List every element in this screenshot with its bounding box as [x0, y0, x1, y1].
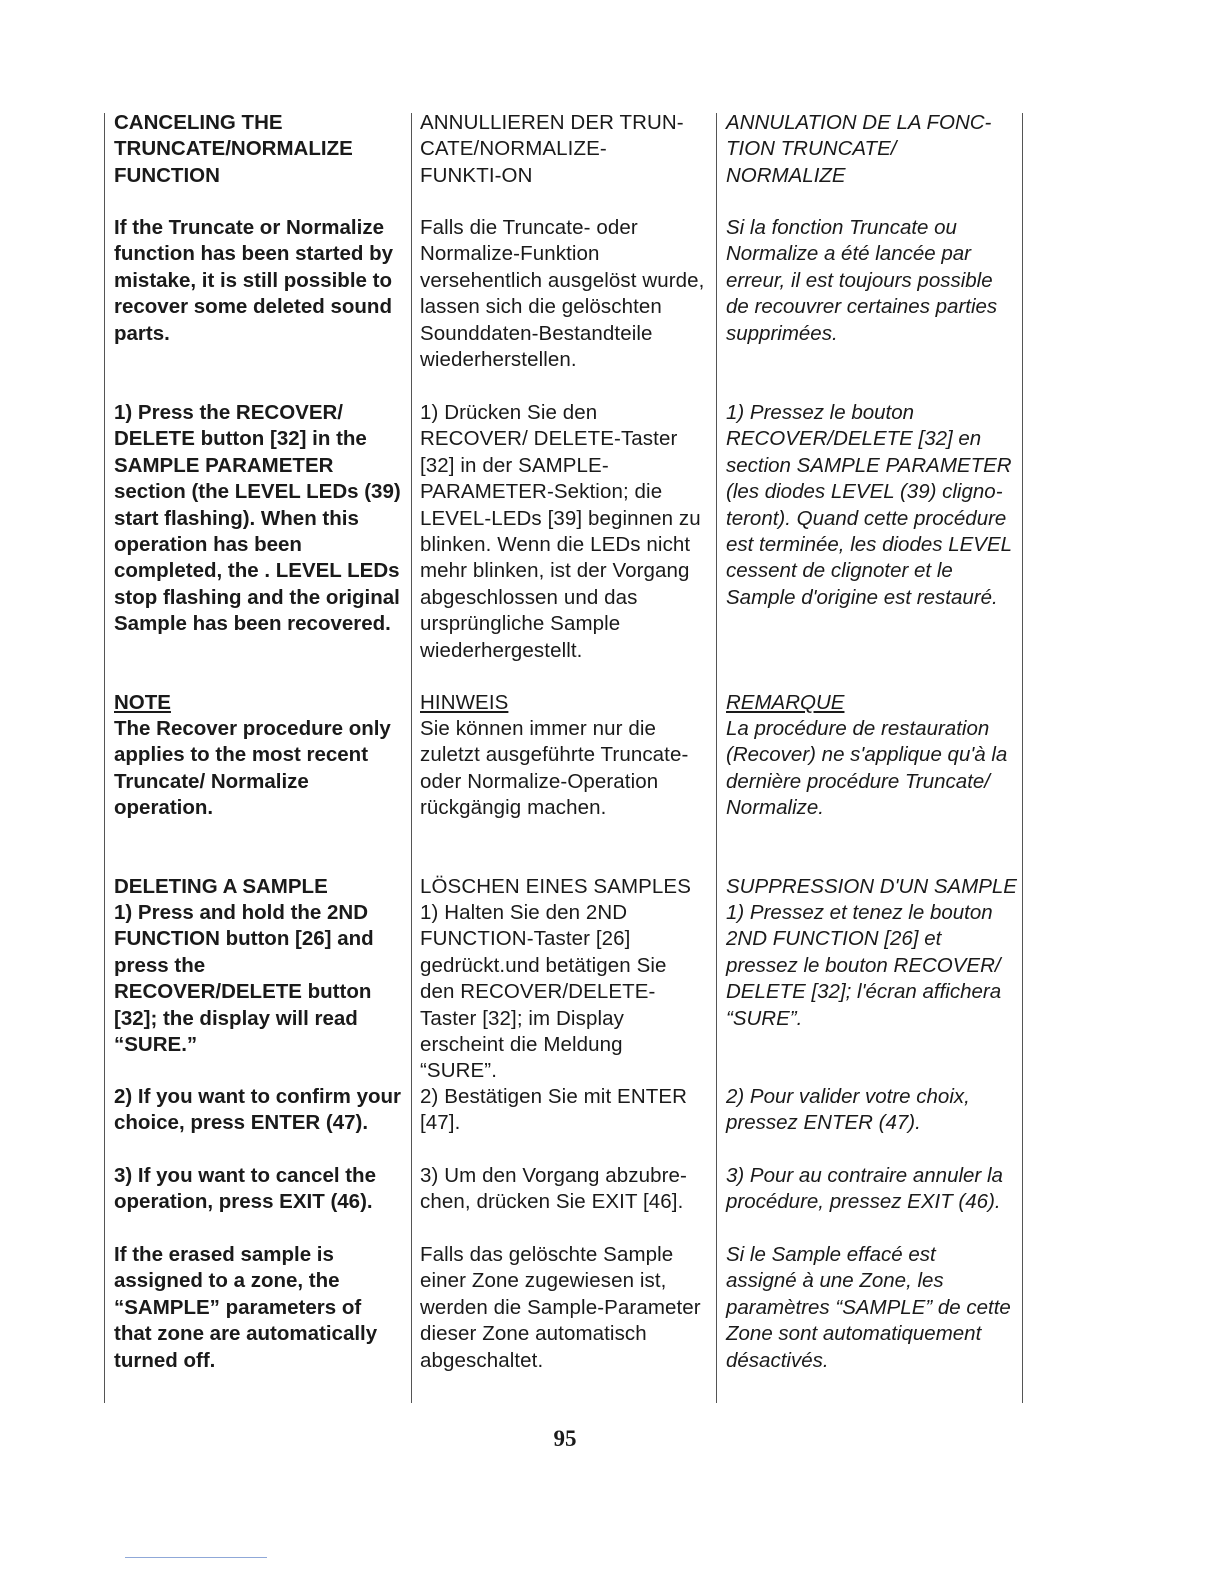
french-delete-step-3: 3) Pour au contraire annuler la procédure, pressez EXIT (46). — [726, 1164, 1003, 1214]
french-delete-step-2: 2) Pour valider votre choix, pressez ENTER (47). — [726, 1085, 970, 1135]
german-intro: Falls die Truncate- oder Normalize-Funktion versehentlich ausgelöst wurde, lassen sich die gelöschten Sounddaten-Bestandteile wiederherstellen. — [420, 216, 705, 372]
english-step-1: 1) Press the RECOVER/ DELETE button [32] in the SAMPLE PARAMETER section (the LEVEL LEDs (39) start flashing). When this operation has been completed, the . LEVEL LEDs stop flashing and the original Sample has been recovered. — [114, 401, 401, 636]
french-delete-step-1: 1) Pressez et tenez le bouton 2ND FUNCTION [26] et pressez le bouton RECOVER/ DELETE [32]; l'écran affichera “SURE”. — [726, 901, 1002, 1030]
german-note-label: HINWEIS — [420, 691, 509, 714]
french-step-1: 1) Pressez le bouton RECOVER/DELETE [32] en section SAMPLE PARAMETER (les diodes LEVEL (39) cligno-teront). Quand cette procédure est terminée, les diodes LEVEL cessent de clignoter et le Sample d'origine est restauré. — [726, 401, 1012, 609]
german-delete-step-1: 1) Halten Sie den 2ND FUNCTION-Taster [26] gedrückt.und betätigen Sie den RECOVER/DELETE-Taster [32]; im Display erscheint die Meldung “SURE”. — [420, 901, 667, 1083]
english-delete-step-3: 3) If you want to cancel the operation, press EXIT (46). — [114, 1164, 376, 1214]
french-intro: Si la fonction Truncate ou Normalize a été lancée par erreur, il est toujours possible de recouvrer certaines parties supprimées. — [726, 216, 998, 345]
german-delete-title: LÖSCHEN EINES SAMPLES — [420, 875, 691, 898]
german-title: ANNULLIEREN DER TRUN-CATE/NORMALIZE-FUNKTI-ON — [420, 111, 684, 187]
column-divider-1 — [411, 113, 412, 1403]
page-number: 95 — [553, 1426, 577, 1451]
french-delete-zone: Si le Sample effacé est assigné à une Zone, les paramètres “SAMPLE” de cette Zone sont automatiquement désactivés. — [726, 1243, 1011, 1372]
german-delete-step-3: 3) Um den Vorgang abzubre-chen, drücken Sie EXIT [46]. — [420, 1164, 687, 1214]
english-delete-step-1: 1) Press and hold the 2ND FUNCTION button [26] and press the RECOVER/DELETE button [32]; the display will read “SURE.” — [114, 901, 374, 1057]
german-delete-zone: Falls das gelöschte Sample einer Zone zugewiesen ist, werden die Sample-Parameter dieser Zone automatisch abgeschaltet. — [420, 1243, 701, 1372]
english-note-text: The Recover procedure only applies to the most recent Truncate/ Normalize operation. — [114, 717, 391, 820]
french-note-text: La procédure de restauration (Recover) ne s'applique qu'à la dernière procédure Truncate/ Normalize. — [726, 717, 1008, 820]
english-delete-zone: If the erased sample is assigned to a zone, the “SAMPLE” parameters of that zone are automatically turned off. — [114, 1243, 378, 1372]
footer-rule — [125, 1557, 267, 1558]
french-delete-title: SUPPRESSION D'UN SAMPLE — [726, 875, 1017, 898]
english-note-label: NOTE — [114, 691, 171, 714]
french-title: ANNULATION DE LA FONC-TION TRUNCATE/ NORMALIZE — [726, 111, 992, 187]
column-divider-right — [1022, 113, 1023, 1403]
english-delete-step-2: 2) If you want to confirm your choice, press ENTER (47). — [114, 1085, 402, 1135]
english-title: CANCELING THE TRUNCATE/NORMALIZE FUNCTION — [114, 111, 353, 187]
column-divider-2 — [716, 113, 717, 1403]
german-delete-step-2: 2) Bestätigen Sie mit ENTER [47]. — [420, 1085, 688, 1135]
column-divider-left — [104, 113, 105, 1403]
french-note-label: REMARQUE — [726, 691, 845, 714]
english-intro: If the Truncate or Normalize function has been started by mistake, it is still possible to recover some deleted sound parts. — [114, 216, 394, 345]
english-delete-title: DELETING A SAMPLE — [114, 875, 328, 898]
german-note-text: Sie können immer nur die zuletzt ausgeführte Truncate- oder Normalize-Operation rückgängig machen. — [420, 717, 689, 820]
german-step-1: 1) Drücken Sie den RECOVER/ DELETE-Taster [32] in der SAMPLE-PARAMETER-Sektion; die LEVEL-LEDs [39] beginnen zu blinken. Wenn die LEDs nicht mehr blinken, ist der Vorgang abgeschlossen und das ursprüngliche Sample wiederhergestellt. — [420, 401, 701, 662]
